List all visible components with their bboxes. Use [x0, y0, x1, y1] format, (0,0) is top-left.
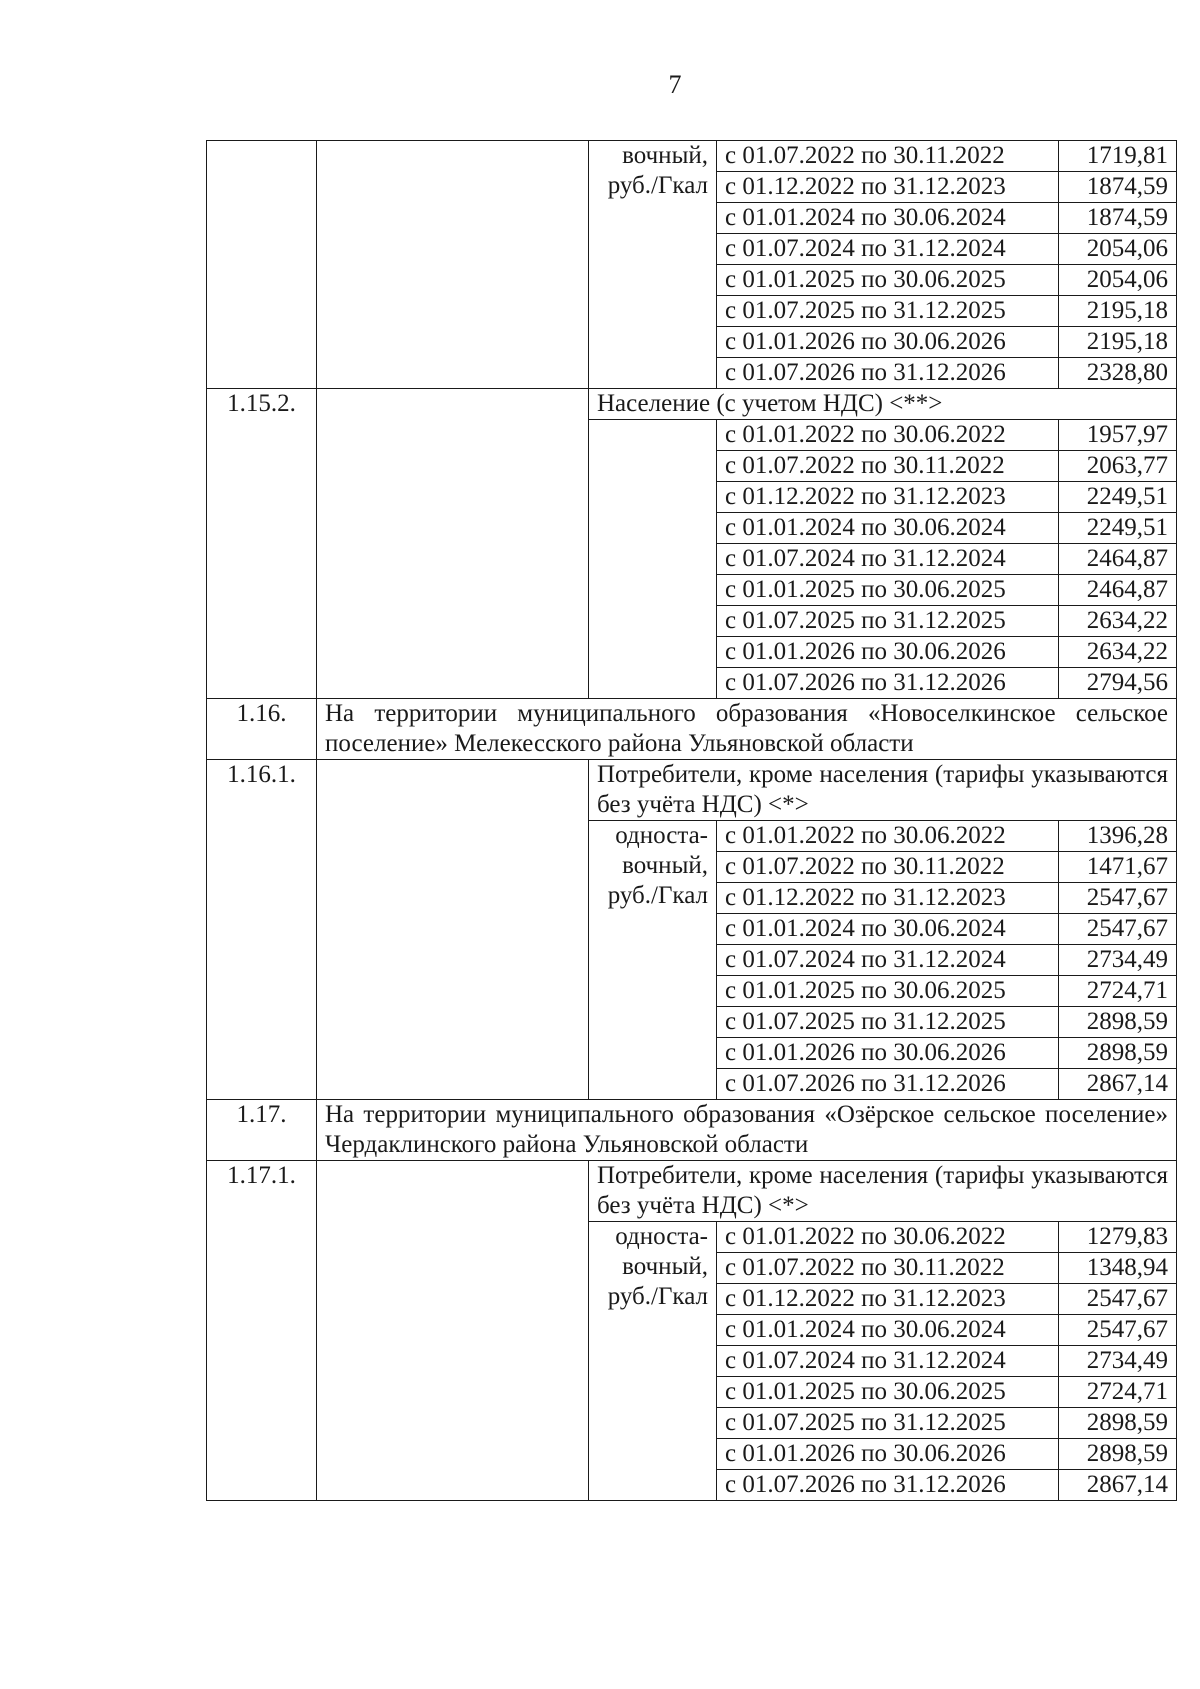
period-cell: с 01.01.2024 по 30.06.2024: [717, 914, 1059, 945]
period-cell: с 01.07.2024 по 31.12.2024: [717, 945, 1059, 976]
section-header-row: [207, 1161, 1177, 1222]
tariff-value-cell: 1874,59: [1059, 203, 1177, 234]
tariff-value-cell: 2734,49: [1059, 945, 1177, 976]
territory-row: [207, 699, 1177, 760]
period-cell: с 01.07.2026 по 31.12.2026: [717, 1470, 1059, 1501]
tariff-value-cell: 2195,18: [1059, 296, 1177, 327]
period-cell: с 01.01.2025 по 30.06.2025: [717, 265, 1059, 296]
organization-cell: [317, 141, 589, 389]
unit-label: односта- вочный, руб./Гкал: [589, 821, 717, 1100]
period-cell: с 01.01.2024 по 30.06.2024: [717, 1315, 1059, 1346]
tariff-value-cell: 2867,14: [1059, 1470, 1177, 1501]
period-cell: с 01.07.2022 по 30.11.2022: [717, 141, 1059, 172]
tariff-period-row: [207, 141, 1177, 172]
tariff-table: [206, 140, 1177, 1501]
tariff-value-cell: 2734,49: [1059, 1346, 1177, 1377]
period-cell: с 01.01.2022 по 30.06.2022: [717, 1222, 1059, 1253]
period-cell: с 01.01.2026 по 30.06.2026: [717, 1038, 1059, 1069]
consumer-group-title: Потребители, кроме населения (тарифы указываются без учёта НДС) <*>: [589, 1161, 1177, 1222]
section-header-row: [207, 389, 1177, 420]
tariff-value-cell: 2634,22: [1059, 606, 1177, 637]
period-cell: с 01.12.2022 по 31.12.2023: [717, 1284, 1059, 1315]
territory-title: На территории муниципального образования «Новоселкинское сельское поселение» Мелекесского района Ульяновской области: [317, 699, 1177, 760]
tariff-value-cell: 2547,67: [1059, 883, 1177, 914]
period-cell: с 01.01.2025 по 30.06.2025: [717, 575, 1059, 606]
tariff-value-cell: 2195,18: [1059, 327, 1177, 358]
period-cell: с 01.07.2025 по 31.12.2025: [717, 1007, 1059, 1038]
consumer-group-title: Население (с учетом НДС) <**>: [589, 389, 1177, 420]
territory-row: [207, 1100, 1177, 1161]
territory-title: На территории муниципального образования «Озёрское сельское поселение» Чердаклинского района Ульяновской области: [317, 1100, 1177, 1161]
tariff-value-cell: 2898,59: [1059, 1007, 1177, 1038]
tariff-value-cell: 1957,97: [1059, 420, 1177, 451]
unit-label: [589, 420, 717, 699]
item-number: 1.16.: [207, 699, 317, 760]
page-number: 7: [668, 70, 682, 99]
period-cell: с 01.01.2026 по 30.06.2026: [717, 637, 1059, 668]
period-cell: с 01.07.2025 по 31.12.2025: [717, 1408, 1059, 1439]
period-cell: с 01.07.2022 по 30.11.2022: [717, 451, 1059, 482]
tariff-value-cell: 1279,83: [1059, 1222, 1177, 1253]
item-number: 1.16.1.: [207, 760, 317, 1100]
period-cell: с 01.07.2026 по 31.12.2026: [717, 358, 1059, 389]
tariff-value-cell: 1719,81: [1059, 141, 1177, 172]
period-cell: с 01.07.2026 по 31.12.2026: [717, 668, 1059, 699]
tariff-value-cell: 2249,51: [1059, 513, 1177, 544]
tariff-value-cell: 1348,94: [1059, 1253, 1177, 1284]
unit-label: односта- вочный, руб./Гкал: [589, 1222, 717, 1501]
period-cell: с 01.07.2024 по 31.12.2024: [717, 1346, 1059, 1377]
period-cell: с 01.01.2022 по 30.06.2022: [717, 420, 1059, 451]
organization-cell: [317, 1161, 589, 1501]
organization-cell: [317, 389, 589, 699]
tariff-value-cell: 2547,67: [1059, 1315, 1177, 1346]
tariff-value-cell: 2464,87: [1059, 575, 1177, 606]
tariff-value-cell: 2724,71: [1059, 976, 1177, 1007]
tariff-value-cell: 2898,59: [1059, 1439, 1177, 1470]
tariff-value-cell: 2464,87: [1059, 544, 1177, 575]
tariff-value-cell: 1471,67: [1059, 852, 1177, 883]
tariff-value-cell: 2547,67: [1059, 914, 1177, 945]
period-cell: с 01.07.2022 по 30.11.2022: [717, 1253, 1059, 1284]
tariff-value-cell: 2063,77: [1059, 451, 1177, 482]
tariff-value-cell: 2547,67: [1059, 1284, 1177, 1315]
tariff-value-cell: 2898,59: [1059, 1408, 1177, 1439]
item-number: 1.17.1.: [207, 1161, 317, 1501]
period-cell: с 01.01.2024 по 30.06.2024: [717, 513, 1059, 544]
period-cell: с 01.01.2025 по 30.06.2025: [717, 976, 1059, 1007]
period-cell: с 01.07.2025 по 31.12.2025: [717, 296, 1059, 327]
tariff-value-cell: 1874,59: [1059, 172, 1177, 203]
consumer-group-title: Потребители, кроме населения (тарифы указываются без учёта НДС) <*>: [589, 760, 1177, 821]
organization-cell: [317, 760, 589, 1100]
period-cell: с 01.01.2026 по 30.06.2026: [717, 327, 1059, 358]
tariff-value-cell: 2794,56: [1059, 668, 1177, 699]
item-number-cell: [207, 141, 317, 389]
period-cell: с 01.01.2024 по 30.06.2024: [717, 203, 1059, 234]
tariff-value-cell: 2249,51: [1059, 482, 1177, 513]
tariff-value-cell: 2867,14: [1059, 1069, 1177, 1100]
tariff-value-cell: 2054,06: [1059, 265, 1177, 296]
section-header-row: [207, 760, 1177, 821]
item-number: 1.17.: [207, 1100, 317, 1161]
period-cell: с 01.12.2022 по 31.12.2023: [717, 482, 1059, 513]
tariff-value-cell: 1396,28: [1059, 821, 1177, 852]
tariff-value-cell: 2328,80: [1059, 358, 1177, 389]
period-cell: с 01.12.2022 по 31.12.2023: [717, 172, 1059, 203]
period-cell: с 01.07.2025 по 31.12.2025: [717, 606, 1059, 637]
tariff-table-body: [207, 141, 1177, 1501]
item-number: 1.15.2.: [207, 389, 317, 699]
unit-label: вочный, руб./Гкал: [589, 141, 717, 389]
period-cell: с 01.07.2024 по 31.12.2024: [717, 234, 1059, 265]
period-cell: с 01.01.2025 по 30.06.2025: [717, 1377, 1059, 1408]
period-cell: с 01.07.2022 по 30.11.2022: [717, 852, 1059, 883]
period-cell: с 01.01.2026 по 30.06.2026: [717, 1439, 1059, 1470]
tariff-value-cell: 2634,22: [1059, 637, 1177, 668]
period-cell: с 01.12.2022 по 31.12.2023: [717, 883, 1059, 914]
tariff-value-cell: 2898,59: [1059, 1038, 1177, 1069]
tariff-value-cell: 2054,06: [1059, 234, 1177, 265]
period-cell: с 01.07.2026 по 31.12.2026: [717, 1069, 1059, 1100]
tariff-value-cell: 2724,71: [1059, 1377, 1177, 1408]
period-cell: с 01.01.2022 по 30.06.2022: [717, 821, 1059, 852]
period-cell: с 01.07.2024 по 31.12.2024: [717, 544, 1059, 575]
